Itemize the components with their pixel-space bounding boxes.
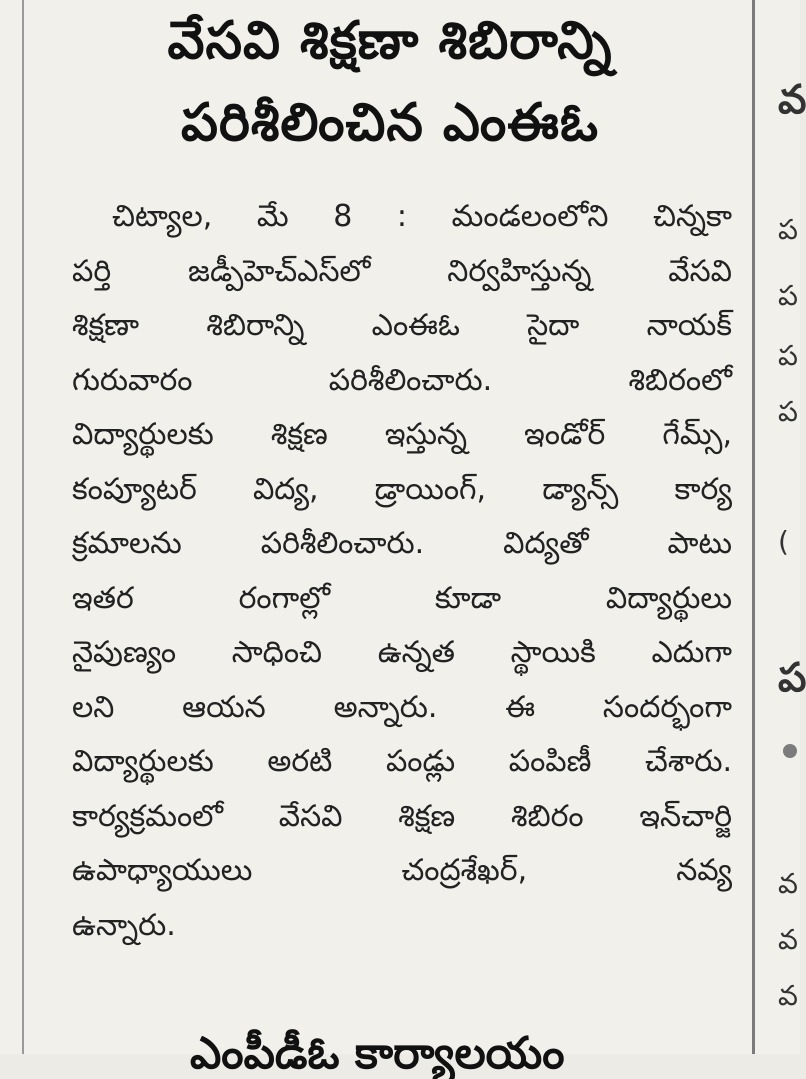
body-line: విద్యార్థులకు అరటి పండ్లు పంపిణీ చేశారు. [72, 744, 732, 779]
body-line: విద్యార్థులకు శిక్షణ ఇస్తున్న ఇండోర్ గేమ్స్, [72, 417, 732, 452]
side-column-fragment: వ [778, 77, 806, 123]
body-line: లని ఆయన అన్నారు. ఈ సందర్భంగా [72, 689, 732, 725]
side-column-fragment: వ [778, 979, 798, 1012]
headline-line: వేసవి శిక్షణా శిబిరాన్ని [167, 11, 613, 71]
body-line: చిట్యాల, మే 8 : మండలంలోని చిన్నకా [112, 199, 732, 234]
side-column-fragment: వ [778, 923, 798, 956]
body-line: పర్తి జడ్పీహెచ్ఎస్‌లో నిర్వహిస్తున్న వేసవి [72, 253, 732, 289]
side-column-fragment: ప [778, 655, 806, 701]
body-line: ఉపాధ్యాయులు చంద్రశేఖర్, నవ్య [72, 853, 732, 888]
left-border-rule [22, 0, 24, 1054]
body-line: ఇతర రంగాల్లో కూడా విద్యార్థులు [72, 580, 732, 616]
side-column-bullet [783, 744, 797, 758]
article-body [72, 190, 732, 953]
column-rule [752, 0, 755, 1054]
body-line: క్రమాలను పరిశీలించారు. విద్యతో పాటు [72, 526, 732, 561]
next-article-headline: ఎంపీడీఓ కార్యాలయం [190, 1028, 565, 1079]
body-line: ఉన్నారు. [72, 907, 176, 943]
body-line: శిక్షణా శిబిరాన్ని ఎంఈఓ సైదా నాయక్ [72, 308, 732, 343]
article-headline [40, 0, 740, 164]
side-column-fragment: ప [778, 339, 798, 372]
body-line: గురువారం పరిశీలించారు. శిబిరంలో [72, 362, 732, 398]
side-column-fragment: ప [778, 395, 798, 428]
side-column-fragment: వ [778, 867, 798, 900]
body-line: కార్యక్రమంలో వేసవి శిక్షణ శిబిరం ఇన్‌చార్జి [72, 798, 732, 834]
side-column-fragment: ( [778, 525, 789, 558]
body-line: నైపుణ్యం సాధించి ఉన్నత స్థాయికి ఎదుగా [72, 635, 732, 670]
side-column-fragment: ప [778, 279, 798, 312]
headline-line: పరిశీలించిన ఎంఈఓ [181, 93, 599, 153]
article [40, 0, 740, 1079]
side-column-fragment: ప [778, 213, 798, 246]
body-line: కంప్యూటర్ విద్య, డ్రాయింగ్, డ్యాన్స్ కార్య [72, 471, 732, 507]
